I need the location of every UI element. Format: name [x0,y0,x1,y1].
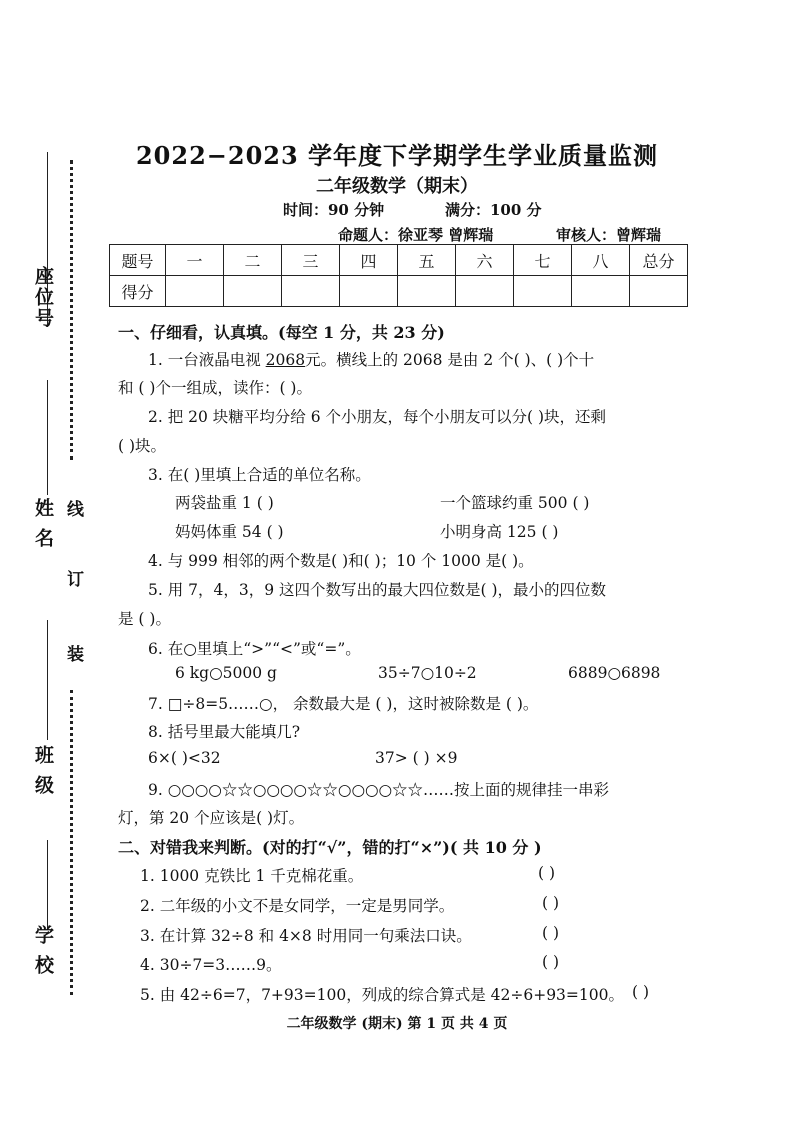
question-3-item-3: 妈妈体重 54 ( ) [175,523,284,541]
judge-item-1: 1. 1000 克铁比 1 千克棉花重。 [140,867,364,885]
question-3-item-2: 一个篮球约重 500 ( ) [440,494,590,512]
question-2-line2: ( )块。 [118,437,167,455]
score-cell[interactable] [630,276,688,307]
name-line [47,380,48,495]
judge-item-5: 5. 由 42÷6=7，7+93=100，列成的综合算式是 42÷6+93=100。 [140,986,624,1004]
school-line [47,840,48,930]
judge-bracket-3[interactable]: ( ) [542,924,560,942]
judge-bracket-1[interactable]: ( ) [538,864,556,882]
binding-dots-bottom [70,690,73,995]
question-5-line1: 5. 用 7，4，3，9 这四个数写出的最大四位数是( )，最小的四位数 [148,581,607,599]
question-1-number: 2068 [265,351,306,369]
section1-title: 一、仔细看，认真填。(每空 1 分，共 23 分) [118,323,445,342]
question-6: 6. 在○里填上“>”“<”或“=”。 [148,640,361,658]
score-table-header-row [110,245,688,276]
score-table [109,244,688,307]
question-3-item-1: 两袋盐重 1 ( ) [175,494,274,512]
question-6-item-3: 6889○6898 [568,664,661,682]
page-footer: 二年级数学 (期末) 第 1 页 共 4 页 [286,1016,508,1032]
question-8-item-1: 6×( )<32 [148,749,221,767]
score-header-cell: 题号 [110,245,166,276]
exam-full-score: 满分：100 分 [445,201,542,219]
score-row-label: 得分 [110,276,166,307]
exam-author: 命题人：徐亚琴 曾辉瑞 [338,226,494,244]
judge-item-2: 2. 二年级的小文不是女同学，一定是男同学。 [140,897,455,915]
score-cell[interactable] [456,276,514,307]
question-2-line1: 2. 把 20 块糖平均分给 6 个小朋友，每个小朋友可以分( )块，还剩 [148,408,607,426]
score-cell[interactable] [166,276,224,307]
school-label: 学 校 [32,925,54,976]
score-header-cell: 六 [456,245,514,276]
judge-item-3: 3. 在计算 32÷8 和 4×8 时用同一句乘法口诀。 [140,927,472,945]
judge-bracket-4[interactable]: ( ) [542,953,560,971]
exam-time: 时间：90 分钟 [283,201,385,219]
question-7: 7. □÷8=5……○， 余数最大是 ( )，这时被除数是 ( )。 [148,695,539,713]
score-cell[interactable] [340,276,398,307]
exam-subtitle: 二年级数学（期末） [316,176,478,197]
score-cell[interactable] [282,276,340,307]
score-header-cell: 八 [572,245,630,276]
score-header-cell: 七 [514,245,572,276]
binding-text-line: 线 [63,500,83,517]
class-line [47,620,48,740]
score-header-cell: 五 [398,245,456,276]
binding-text-order: 订 [63,570,83,587]
score-header-cell: 四 [340,245,398,276]
score-cell[interactable] [572,276,630,307]
question-1-line2: 和 ( )个一组成，读作：( )。 [118,379,312,397]
question-3: 3. 在( )里填上合适的单位名称。 [148,466,371,484]
name-label: 姓 名 [32,498,54,549]
class-label: 班 级 [32,745,54,796]
judge-item-4: 4. 30÷7=3……9。 [140,956,282,974]
score-header-cell: 一 [166,245,224,276]
question-6-item-1: 6 kg○5000 g [175,664,277,682]
seat-label: 座位号 [32,266,54,329]
score-header-cell: 三 [282,245,340,276]
question-8: 8. 括号里最大能填几? [148,723,301,741]
question-5-line2: 是 ( )。 [118,610,171,628]
question-4: 4. 与 999 相邻的两个数是( )和( )；10 个 1000 是( )。 [148,552,534,570]
question-9-line2: 灯，第 20 个应该是( )灯。 [118,809,305,827]
score-cell[interactable] [224,276,282,307]
score-cell[interactable] [514,276,572,307]
exam-title: 2022−2023 学年度下学期学生学业质量监测 [135,141,659,170]
question-1-part-a: 1. 一台液晶电视 [148,351,261,369]
score-header-cell: 总分 [630,245,688,276]
exam-reviewer: 审核人：曾辉瑞 [556,226,662,244]
binding-dots-top [70,160,73,460]
judge-bracket-5[interactable]: ( ) [632,983,650,1001]
score-cell[interactable] [398,276,456,307]
section2-title: 二、对错我来判断。(对的打“√”，错的打“×”)( 共 10 分 ) [118,838,542,857]
question-6-item-2: 35÷7○10÷2 [378,664,477,682]
binding-text-install: 装 [63,645,83,662]
question-1-part-b: 元。横线上的 2068 是由 2 个( )、( )个十 [305,351,595,369]
question-8-item-2: 37> ( ) ×9 [375,749,458,767]
question-9-line1: 9. ○○○○☆☆○○○○☆☆○○○○☆☆……按上面的规律挂一串彩 [148,781,610,799]
judge-bracket-2[interactable]: ( ) [542,894,560,912]
question-1-line1 [148,348,594,370]
question-3-item-4: 小明身高 125 ( ) [440,523,559,541]
score-header-cell: 二 [224,245,282,276]
score-table-score-row [110,276,688,307]
